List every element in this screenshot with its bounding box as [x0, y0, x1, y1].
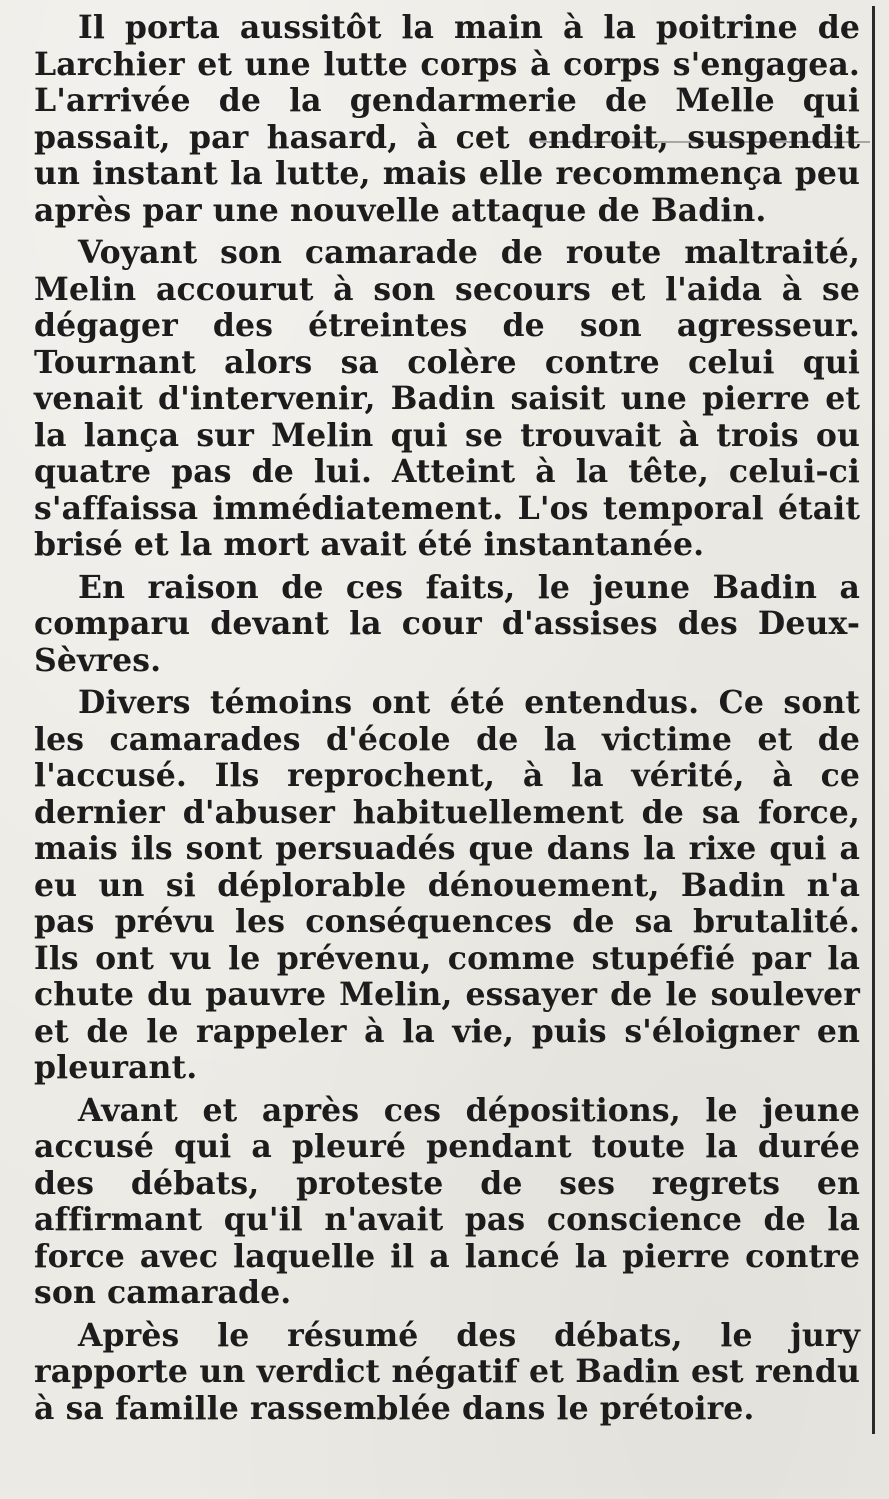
paragraph-1: Il porta aussitôt la main à la poitrine de Larchier et une lutte corps à corps s'engagea. L'arrivée de la gendarmerie de Melle qui passait, par hasard, à cet endroit, suspendit un instant la lutte, mais elle recommença peu après par une nouvelle attaque de Badin.	[34, 9, 860, 229]
paragraph-6: Après le résumé des débats, le jury rapporte un verdict négatif et Badin est rendu à sa famille rassemblée dans le prétoire.	[34, 1316, 860, 1427]
column-rule	[872, 6, 875, 1434]
paragraph-4: Divers témoins ont été entendus. Ce sont les camarades d'école de la victime et de l'accusé. Ils reprochent, à la vérité, à ce dernier d'abuser habituellement de sa force, mais ils sont persuadés que dans la rixe qui a eu un si déplorable dénouement, Badin n'a pas prévu les conséquences de sa brutalité. Ils ont vu le prévenu, comme stupéfié par la chute du pauvre Melin, essayer de le soulever et de le rappeler à la vie, puis s'éloigner en pleurant.	[34, 684, 860, 1086]
paragraph-5: Avant et après ces dépositions, le jeune accusé qui a pleuré pendant toute la durée des débats, proteste de ses regrets en affirmant qu'il n'avait pas conscience de la force avec laquelle il a lancé la pierre contre son camarade.	[34, 1091, 860, 1311]
paragraph-3: En raison de ces faits, le jeune Badin a comparu devant la cour d'assises des Deux-Sèvres.	[34, 568, 860, 679]
article-body	[34, 10, 860, 1427]
paragraph-2: Voyant son camarade de route maltraité, Melin accourut à son secours et l'aida à se dégager des étreintes de son agresseur. Tournant alors sa colère contre celui qui venait d'intervenir, Badin saisit une pierre et la lança sur Melin qui se trouvait à trois ou quatre pas de lui. Atteint à la tête, celui-ci s'affaissa immédiatement. L'os temporal était brisé et la mort avait été instantanée.	[34, 234, 860, 563]
